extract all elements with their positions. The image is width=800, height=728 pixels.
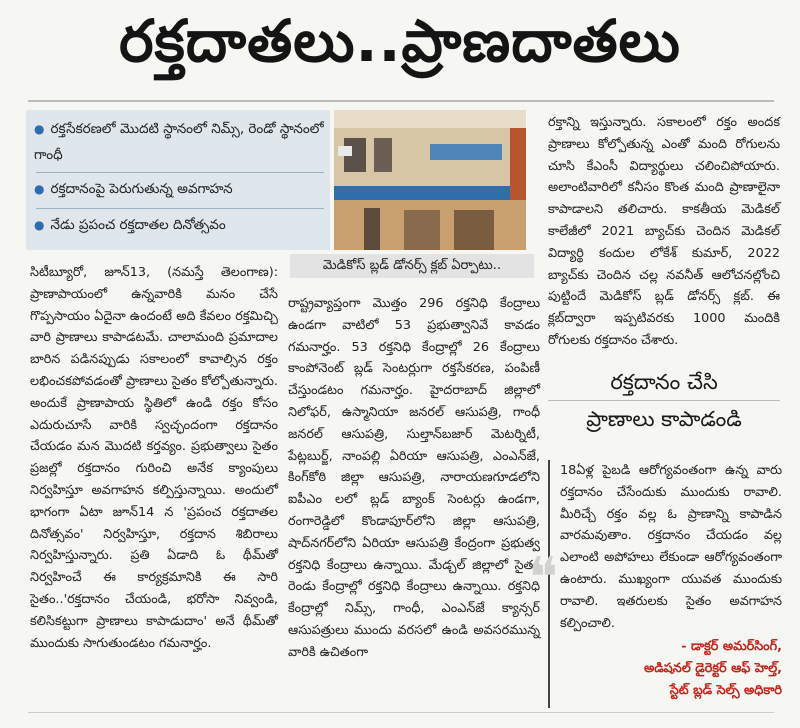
highlights-box (26, 110, 330, 250)
divider (28, 712, 774, 713)
highlight-text: రక్తదానంపై పెరుగుతున్న అవగాహన (50, 181, 233, 197)
building-photo (334, 110, 526, 250)
highlight-item (34, 212, 326, 238)
highlight-text: రక్తసేకరణలో మొదటి స్థానంలో నిమ్స్, రెండో స్థానంలో గాంధీ (34, 121, 324, 163)
byline-role: స్టేట్ బ్లడ్ సెల్స్ అధికారి (669, 683, 782, 698)
quote-icon: ❝ (528, 546, 559, 611)
subheading (548, 364, 780, 452)
paragraph: సిటీబ్యూరో, జూన్13, (నమస్తే తెలంగాణ): ప్రాణాపాయంలో ఉన్నవారికి మనం చేసే గొప్పసాయం ఏదైనా ఉందంటే అది కేవలం రక్తమిచ్చి వారి ప్రాణాలు కాపాడటమే. చాలామంది ప్రమాదాల బారిన పడినప్పుడు సకాలంలో కావాల్సిన రక్తం లభించకపోవడంతో ప్రాణాలు సైతం కోల్పోతున్నారు. అందుకే ప్రాణాపాయ స్థితిలో ఉండి రక్తం కోసం ఎదురుచూసే వారికి స్వచ్ఛందంగా రక్తదానం చేయడం మన మొదటి కర్తవ్యం. ప్రభుత్వాలు సైతం ప్రజల్లో రక్తదానం గురించి అనేక క్యాంపులు నిర్వహిస్తూ అవగాహన కల్పిస్తున్నాయి. అందులో భాగంగా ఏటా జూన్14 న 'ప్రపంచ రక్తదాతల దినోత్సవం' నిర్వహిస్తూ, రక్తదాన శిబిరాలు నిర్వహిస్తున్నారు. ప్రతి ఏడాది ఓ థీమ్‌తో నిర్వహించే ఈ కార్యక్రమానికి ఈ సారి సైతం..'రక్తదానం చేయండి, భరోసా నివ్వండి, కలిసికట్టుగా ప్రాణాలు కాపాడుదాం' అనే థీమ్‌తో ముందుకు సాగుతుండటం గమనార్హం. (30, 265, 278, 651)
highlight-item (34, 176, 326, 202)
highlight-text: నేడు ప్రపంచ రక్తదాతల దినోత్సవం (50, 217, 226, 233)
paragraph: రక్తాన్ని ఇస్తున్నారు. సకాలంలో రక్తం అందక ప్రాణాలు కోల్పోతున్న ఎంతో మంది రోగులను చూసి కేఎంసీ విద్యార్థులు చలించిపోయారు. అలాంటివారిలో కనీసం కొంత మంది ప్రాణాలైనా కాపాడాలని తలిచారు. కాకతీయ మెడికల్ కాలేజీలో 2021 బ్యాచ్‌కు చెందిన మెడికల్ విద్యార్థి కందుల లోకేశ్ కుమార్, 2022 బ్యాచ్‌కు చెందిన చల్ల నవనీత్ ఆలోచనల్లోంచి పుట్టిందే మెడికోస్ బ్లడ్ డోనర్స్ క్లబ్. ఈ క్లబ్‌ద్వారా ఇప్పటివరకు 1000 మందికి రోగులకు రక్తదానం చేశారు. (548, 115, 780, 348)
quote-text: 18ఏళ్ల పైబడి ఆరోగ్యవంతంగా ఉన్న వారు రక్తదానం చేసేందుకు ముందుకు రావాలి. మీరిచ్చే రక్తం వల్ల ఓ ప్రాణాన్ని కాపాడిన వారమవుతాం. రక్తదానం చేయడం వల్ల ఎలాంటి అపోహలు లేకుండా ఆరోగ్యవంతంగా ఉంటారు. ముఖ్యంగా యువత ముందుకు రావాలి. ఇతరులకు సైతం అవగాహన కల్పించాలి. (560, 463, 782, 631)
article-column-3 (548, 112, 780, 352)
bullet-icon: ● (34, 122, 45, 136)
divider (36, 172, 324, 173)
quote-box (528, 460, 782, 708)
byline-title: అడిషనల్ డైరెక్టర్ ఆఫ్ హెల్త్, (643, 661, 782, 676)
byline-name: - డాక్టర్ అమర్‌సింగ్, (681, 639, 782, 654)
article-column-2 (288, 293, 540, 664)
highlight-item (34, 116, 326, 168)
article-column-1 (30, 262, 278, 654)
subheading-line-2: ప్రాణాలు కాపాడండి (548, 400, 780, 437)
headline: రక్తదాతలు..ప్రాణదాతలు (119, 6, 681, 75)
bullet-icon: ● (34, 182, 45, 196)
divider (36, 208, 324, 209)
subheading-line-1: రక్తదానం చేసి (610, 370, 718, 394)
divider (28, 100, 774, 102)
paragraph: రాష్ట్రవ్యాప్తంగా మొత్తం 296 రక్తనిధి కేంద్రాలు ఉండగా వాటిలో 53 ప్రభుత్వానివే కావడం గమనార్హం. 53 రక్తనిధి కేంద్రాల్లో 26 కేంద్రాలు కాంపోనెంట్ బ్లడ్ సెంటర్లుగా రక్తసేకరణ, పంపిణీ చేస్తుండటం గమనార్హం. హైదరాబాద్ జిల్లాలో నిలోఫర్, ఉస్మానియా జనరల్ ఆసుపత్రి, గాంధీ జనరల్ ఆసుపత్రి, సుల్తాన్‌బజార్ మెటర్నిటీ, పేట్లబుర్జ్, నాంపల్లి ఏరియా ఆసుపత్రి, ఎంఎన్‌జే, కింగ్‌కోఠి జిల్లా ఆసుపత్రి, నారాయణగూడలోని ఐపీఎం లలో బ్లడ్ బ్యాంక్ సెంటర్లు ఉండగా, రంగారెడ్డిలో కొండాపూర్‌లోని జిల్లా ఆసుపత్రి, షాద్‌నగర్‌లోని ఏరియా ఆసుపత్రి కేంద్రంగా ప్రభుత్వ రక్తనిధి కేంద్రాలు ఉన్నాయి. మేడ్చల్ జిల్లాలో సైతం రెండు కేంద్రాల్లో రక్తనిధి కేంద్రాలు ఉన్నాయి. రక్తనిధి కేంద్రాల్లో నిమ్స్, గాంధీ, ఎంఎన్‌జే క్యాన్సర్ ఆసుపత్రులు ముందు వరసలో ఉండి అవసరమున్న వారికి ఉచితంగా (288, 296, 540, 660)
byline (560, 636, 782, 702)
photo-caption: మెడికోస్ బ్లడ్ డోనర్స్ క్లబ్ ఏర్పాటు.. (290, 254, 534, 278)
bullet-icon: ● (34, 218, 45, 232)
